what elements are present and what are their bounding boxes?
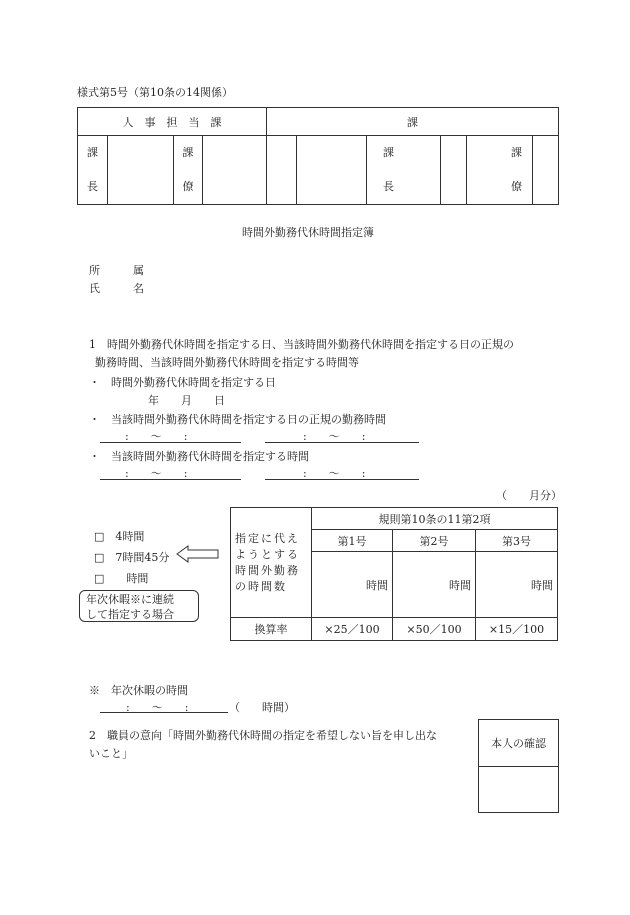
hr-section-chief-label: 課 長 — [78, 136, 108, 205]
regular-hours-underline-b — [265, 442, 419, 443]
option-4-hours[interactable]: □ 4時間 — [94, 530, 145, 543]
self-confirmation-box — [478, 719, 559, 813]
hr-department-header: 人 事 担 当 課 — [78, 108, 267, 136]
left-arrow-icon — [176, 544, 220, 564]
form-number-label: 様式第5号（第10条の14関係） — [77, 86, 233, 99]
regular-hours-range-b[interactable]: : 〜 : — [303, 430, 366, 443]
option-7h45m[interactable]: □ 7時間45分 — [94, 551, 170, 564]
regulation-header: 規則第10条の11第2項 — [312, 508, 558, 530]
annual-leave-range[interactable]: : 〜 : — [126, 701, 189, 714]
approval-table — [77, 107, 559, 205]
hours-count-header: 指定に代えようとする時間外勤務の時間数 — [231, 508, 312, 618]
annual-leave-hours[interactable]: （ 時間） — [229, 701, 295, 714]
hr-staff-label: 課 僚 — [174, 136, 203, 205]
bullet-designated-time: ・ 当該時間外勤務代休時間を指定する時間 — [89, 450, 309, 463]
designated-time-underline-b — [265, 479, 419, 480]
dept-section-chief-label: 課 長 — [367, 136, 441, 205]
dept-blank-cell[interactable] — [267, 136, 297, 205]
rate-item2: ×50／100 — [393, 618, 476, 641]
rate-item1: ×25／100 — [312, 618, 393, 641]
document-title: 時間外勤務代休時間指定簿 — [242, 226, 374, 239]
regular-hours-range-a[interactable]: : 〜 : — [125, 430, 188, 443]
section1-heading: 1 時間外勤務代休時間を指定する日、当該時間外勤務代休時間を指定する日の正規の — [89, 338, 514, 351]
hr-staff-stamp[interactable] — [203, 136, 267, 205]
name-field[interactable]: 氏 名 — [89, 282, 144, 295]
leave-note-line2: して指定する場合 — [86, 608, 174, 621]
self-confirmation-label: 本人の確認 — [479, 720, 558, 767]
department-header: 課 — [267, 108, 559, 136]
designated-time-range-b[interactable]: : 〜 : — [303, 467, 366, 480]
section2-heading: 2 職員の意向「時間外勤務代休時間の指定を希望しない旨を申し出な — [89, 729, 437, 742]
bullet-designated-date: ・ 時間外勤務代休時間を指定する日 — [89, 376, 276, 389]
leave-note-line1: 年次休暇※に連続 — [86, 593, 174, 606]
self-confirmation-stamp[interactable] — [479, 767, 558, 812]
section2-heading-cont: いこと」 — [89, 747, 133, 760]
item3-hours-cell[interactable]: 時間 — [476, 552, 558, 618]
rate-item3: ×15／100 — [476, 618, 558, 641]
bullet-regular-hours: ・ 当該時間外勤務代休時間を指定する日の正規の勤務時間 — [89, 413, 386, 426]
conversion-table — [230, 507, 558, 641]
designated-time-range-a[interactable]: : 〜 : — [125, 467, 188, 480]
option-custom-hours[interactable]: □ 時間 — [94, 572, 149, 585]
dept-blank-cell[interactable] — [297, 136, 367, 205]
affiliation-field[interactable]: 所 属 — [89, 264, 144, 277]
dept-staff-stamp[interactable] — [533, 136, 559, 205]
date-fill-field[interactable]: 年 月 日 — [148, 394, 225, 407]
section1-heading-cont: 勤務時間、当該時間外勤務代休時間を指定する時間等 — [95, 356, 359, 369]
regular-hours-underline-a — [100, 442, 241, 443]
rate-label: 換算率 — [231, 618, 312, 641]
designated-time-underline-a — [100, 479, 241, 480]
item1-header: 第1号 — [312, 530, 393, 552]
annual-leave-title: ※ 年次休暇の時間 — [89, 684, 188, 697]
annual-leave-underline — [100, 712, 228, 713]
dept-section-chief-stamp[interactable] — [441, 136, 467, 205]
item1-hours-cell[interactable]: 時間 — [312, 552, 393, 618]
item2-hours-cell[interactable]: 時間 — [393, 552, 476, 618]
hr-section-chief-stamp[interactable] — [108, 136, 174, 205]
dept-staff-label: 課 僚 — [467, 136, 533, 205]
month-note[interactable]: （ 月分） — [496, 489, 562, 502]
item2-header: 第2号 — [393, 530, 476, 552]
item3-header: 第3号 — [476, 530, 558, 552]
